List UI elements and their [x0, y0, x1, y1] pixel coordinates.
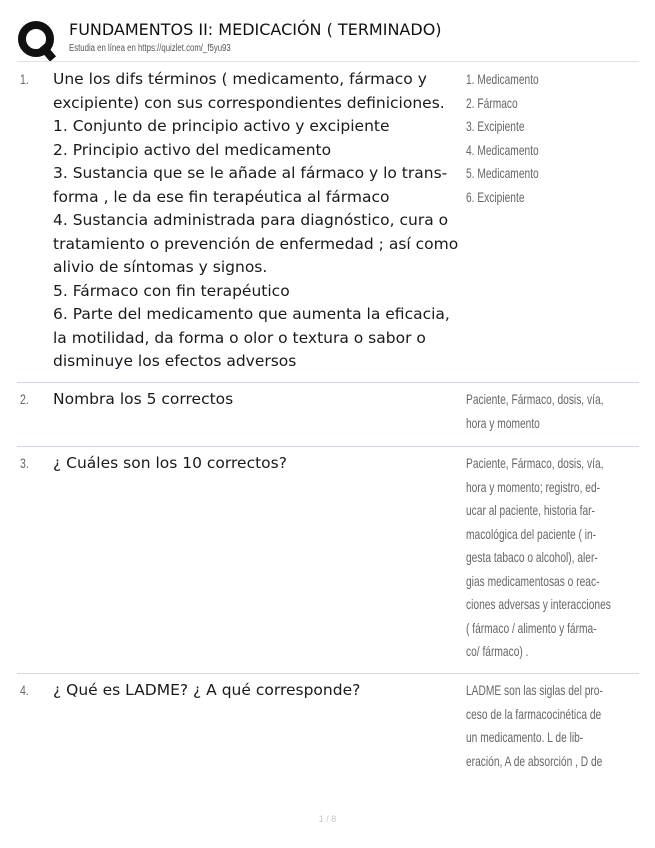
definition-line: gesta tabaco o alcohol), aler- [466, 549, 598, 565]
definition-line: 6. Excipiente [466, 188, 525, 205]
card-term [53, 679, 461, 703]
card-definition [466, 679, 634, 773]
card-number: 4. [20, 682, 29, 698]
term-line: disminuye los efectos adversos [53, 352, 297, 370]
page-number: 1 / 8 [318, 814, 337, 824]
card-divider [17, 446, 639, 447]
card-term [53, 388, 461, 412]
definition-line: ( fármaco / alimento y fárma- [466, 619, 597, 636]
definition-line: ucar al paciente, historia far- [466, 502, 595, 518]
definition-line: 1. Medicamento [466, 71, 539, 87]
card-divider [17, 673, 639, 674]
quizlet-logo-icon [17, 21, 57, 61]
card-number: 3. [20, 455, 29, 471]
page-header [17, 14, 639, 62]
definition-line: ceso de la farmacocinética de [466, 705, 602, 722]
card-definition [466, 68, 634, 209]
definition-line: 2. Fármaco [466, 94, 518, 111]
definition-line: 3. Excipiente [466, 118, 525, 134]
header-divider [17, 61, 639, 62]
definition-line: un medicamento. L de lib- [466, 729, 584, 745]
term-line: ¿ Cuáles son los 10 correctos? [53, 454, 287, 472]
card-divider [17, 382, 639, 383]
definition-line: hora y momento; registro, ed- [466, 478, 601, 495]
definition-line: gias medicamentosas o reac- [466, 572, 600, 589]
definition-line: 4. Medicamento [466, 141, 539, 158]
term-line: Nombra los 5 correctos [53, 390, 234, 408]
card-definition [466, 452, 634, 664]
term-line: la motilidad, da forma o olor o textura o sabor o [53, 328, 426, 347]
definition-line: ciones adversas y interacciones [466, 596, 611, 612]
definition-line: macológica del paciente ( in- [466, 525, 597, 542]
term-line: 6. Parte del medicamento que aumenta la eficacia, [53, 305, 450, 323]
card-term [53, 68, 461, 374]
term-line: 3. Sustancia que se le añade al fármaco y lo trans- [53, 164, 448, 182]
card-term [53, 452, 461, 476]
definition-line: eración, A de absorción , D de [466, 752, 603, 769]
definition-line: co/ fármaco) . [466, 643, 529, 659]
term-line: 5. Fármaco con fin terapéutico [53, 281, 290, 300]
study-online-link[interactable]: Estudia en línea en https://quizlet.com/_f5yu93 [69, 43, 231, 54]
page-title: FUNDAMENTOS II: MEDICACIÓN ( TERMINADO) [69, 20, 442, 39]
term-line: 2. Principio activo del medicamento [53, 140, 332, 159]
term-line: 1. Conjunto de principio activo y excipiente [53, 117, 390, 135]
definition-line: Paciente, Fármaco, dosis, vía, [466, 391, 604, 407]
card-number: 1. [20, 71, 29, 87]
term-line: tratamiento o prevención de enfermedad ; así como [53, 234, 459, 253]
definition-line: 5. Medicamento [466, 165, 539, 181]
term-line: forma , le da ese fin terapéutica al fármaco [53, 187, 390, 206]
card-number: 2. [20, 391, 29, 407]
definition-line: LADME son las siglas del pro- [466, 682, 603, 698]
term-line: alivio de síntomas y signos. [53, 258, 268, 276]
card-definition [466, 388, 634, 435]
term-line: ¿ Qué es LADME? ¿ A qué corresponde? [53, 681, 361, 699]
definition-line: hora y momento [466, 414, 540, 431]
term-line: 4. Sustancia administrada para diagnóstico, cura o [53, 211, 449, 229]
definition-line: Paciente, Fármaco, dosis, vía, [466, 455, 604, 471]
term-line: excipiente) con sus correspondientes definiciones. [53, 93, 445, 112]
term-line: Une los difs términos ( medicamento, fármaco y [53, 70, 427, 88]
